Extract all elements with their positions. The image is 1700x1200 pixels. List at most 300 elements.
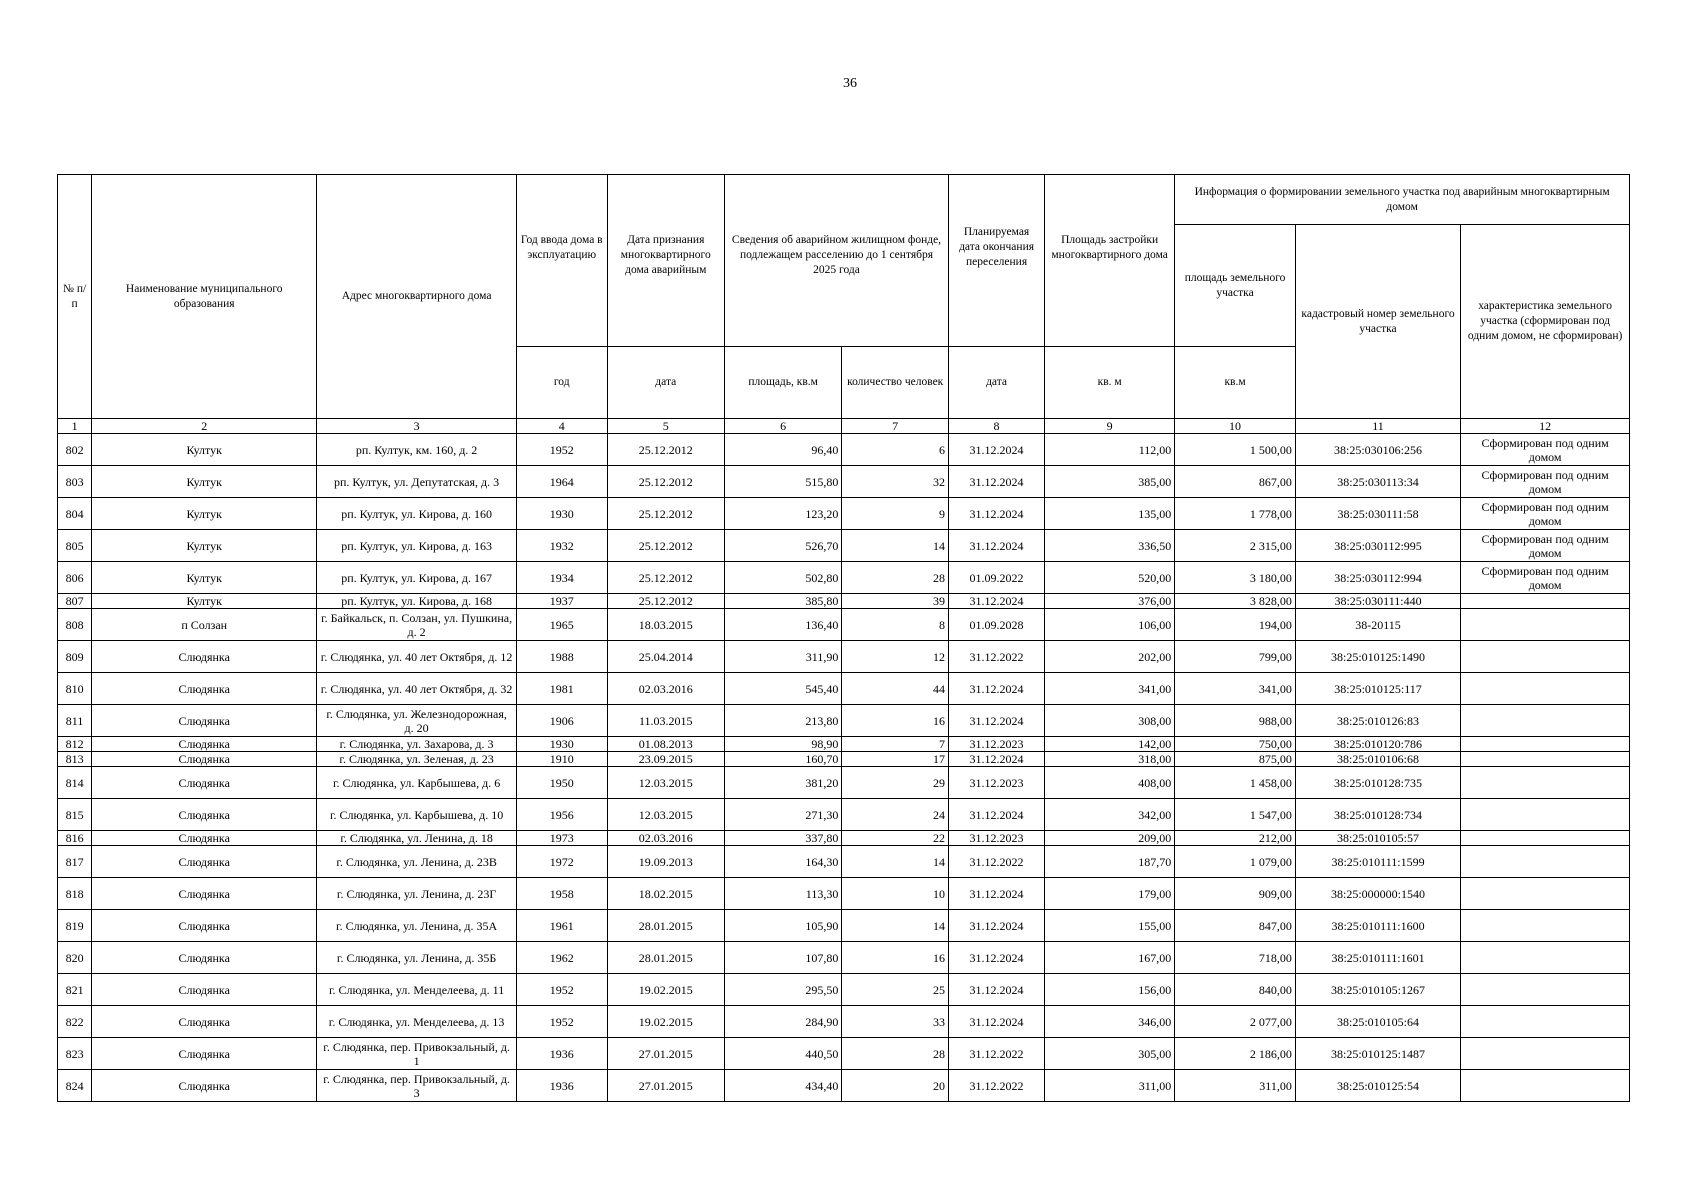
table-row <box>58 594 1630 609</box>
row-number: 803 <box>58 466 92 498</box>
built-area-cell: 346,00 <box>1045 1006 1175 1038</box>
built-area-cell: 305,00 <box>1045 1038 1175 1070</box>
column-number: 1 <box>58 419 92 434</box>
header-year: Год ввода дома в эксплуатацию <box>516 175 607 347</box>
land-area-cell: 875,00 <box>1175 752 1296 767</box>
land-area-cell: 988,00 <box>1175 705 1296 737</box>
row-number: 808 <box>58 609 92 641</box>
built-area-cell: 318,00 <box>1045 752 1175 767</box>
recognition-date-cell: 25.12.2012 <box>607 498 724 530</box>
table-row <box>58 942 1630 974</box>
year-cell: 1934 <box>516 562 607 594</box>
land-area-cell: 750,00 <box>1175 737 1296 752</box>
people-cell: 22 <box>842 831 949 846</box>
land-char-cell: Сформирован под одним домом <box>1461 466 1630 498</box>
year-cell: 1973 <box>516 831 607 846</box>
year-cell: 1965 <box>516 609 607 641</box>
header-municipality: Наименование муниципального образования <box>92 175 317 419</box>
municipality-cell: Слюдянка <box>92 974 317 1006</box>
land-char-cell <box>1461 1038 1630 1070</box>
land-char-cell <box>1461 942 1630 974</box>
table-row <box>58 641 1630 673</box>
built-area-cell: 336,50 <box>1045 530 1175 562</box>
recognition-date-cell: 25.12.2012 <box>607 562 724 594</box>
people-cell: 9 <box>842 498 949 530</box>
resettle-date-cell: 31.12.2024 <box>949 434 1045 466</box>
land-area-cell: 718,00 <box>1175 942 1296 974</box>
header-sub-kvm2: кв.м <box>1175 347 1296 419</box>
year-cell: 1937 <box>516 594 607 609</box>
people-cell: 32 <box>842 466 949 498</box>
table-row <box>58 562 1630 594</box>
address-cell: г. Байкальск, п. Солзан, ул. Пушкина, д. 2 <box>317 609 517 641</box>
area-cell: 434,40 <box>724 1070 841 1102</box>
people-cell: 20 <box>842 1070 949 1102</box>
built-area-cell: 135,00 <box>1045 498 1175 530</box>
land-char-cell <box>1461 594 1630 609</box>
table-row <box>58 673 1630 705</box>
land-area-cell: 2 077,00 <box>1175 1006 1296 1038</box>
recognition-date-cell: 23.09.2015 <box>607 752 724 767</box>
land-char-cell <box>1461 878 1630 910</box>
year-cell: 1961 <box>516 910 607 942</box>
people-cell: 24 <box>842 799 949 831</box>
address-cell: г. Слюдянка, ул. Ленина, д. 35А <box>317 910 517 942</box>
resettle-date-cell: 31.12.2022 <box>949 846 1045 878</box>
area-cell: 136,40 <box>724 609 841 641</box>
cadastral-cell: 38:25:030113:34 <box>1295 466 1460 498</box>
land-char-cell: Сформирован под одним домом <box>1461 498 1630 530</box>
land-char-cell: Сформирован под одним домом <box>1461 434 1630 466</box>
row-number: 819 <box>58 910 92 942</box>
area-cell: 123,20 <box>724 498 841 530</box>
people-cell: 28 <box>842 562 949 594</box>
municipality-cell: Слюдянка <box>92 1006 317 1038</box>
land-area-cell: 2 186,00 <box>1175 1038 1296 1070</box>
cadastral-cell: 38:25:010111:1601 <box>1295 942 1460 974</box>
cadastral-cell: 38-20115 <box>1295 609 1460 641</box>
resettle-date-cell: 31.12.2024 <box>949 799 1045 831</box>
column-number: 2 <box>92 419 317 434</box>
cadastral-cell: 38:25:010128:735 <box>1295 767 1460 799</box>
cadastral-cell: 38:25:010105:57 <box>1295 831 1460 846</box>
municipality-cell: Култук <box>92 562 317 594</box>
table-row <box>58 434 1630 466</box>
recognition-date-cell: 18.03.2015 <box>607 609 724 641</box>
resettle-date-cell: 31.12.2023 <box>949 767 1045 799</box>
land-char-cell <box>1461 974 1630 1006</box>
cadastral-cell: 38:25:030111:440 <box>1295 594 1460 609</box>
people-cell: 14 <box>842 530 949 562</box>
header-fund-info: Сведения об аварийном жилищном фонде, подлежащем расселению до 1 сентября 2025 года <box>724 175 948 347</box>
header-sub-area: площадь, кв.м <box>724 347 841 419</box>
address-cell: рп. Култук, ул. Кирова, д. 160 <box>317 498 517 530</box>
column-number: 10 <box>1175 419 1296 434</box>
recognition-date-cell: 28.01.2015 <box>607 942 724 974</box>
municipality-cell: Слюдянка <box>92 1038 317 1070</box>
land-area-cell: 909,00 <box>1175 878 1296 910</box>
built-area-cell: 209,00 <box>1045 831 1175 846</box>
year-cell: 1964 <box>516 466 607 498</box>
column-number: 9 <box>1045 419 1175 434</box>
table-row <box>58 799 1630 831</box>
built-area-cell: 341,00 <box>1045 673 1175 705</box>
area-cell: 213,80 <box>724 705 841 737</box>
people-cell: 28 <box>842 1038 949 1070</box>
area-cell: 113,30 <box>724 878 841 910</box>
table-row <box>58 1006 1630 1038</box>
cadastral-cell: 38:25:030112:995 <box>1295 530 1460 562</box>
recognition-date-cell: 01.08.2013 <box>607 737 724 752</box>
recognition-date-cell: 02.03.2016 <box>607 831 724 846</box>
land-char-cell <box>1461 767 1630 799</box>
recognition-date-cell: 19.02.2015 <box>607 974 724 1006</box>
area-cell: 515,80 <box>724 466 841 498</box>
land-area-cell: 2 315,00 <box>1175 530 1296 562</box>
recognition-date-cell: 27.01.2015 <box>607 1038 724 1070</box>
row-number: 817 <box>58 846 92 878</box>
recognition-date-cell: 25.12.2012 <box>607 530 724 562</box>
cadastral-cell: 38:25:030112:994 <box>1295 562 1460 594</box>
resettle-date-cell: 31.12.2024 <box>949 673 1045 705</box>
resettle-date-cell: 31.12.2024 <box>949 1006 1045 1038</box>
year-cell: 1962 <box>516 942 607 974</box>
row-number: 813 <box>58 752 92 767</box>
municipality-cell: Слюдянка <box>92 799 317 831</box>
built-area-cell: 156,00 <box>1045 974 1175 1006</box>
land-char-cell <box>1461 737 1630 752</box>
year-cell: 1936 <box>516 1038 607 1070</box>
year-cell: 1952 <box>516 1006 607 1038</box>
recognition-date-cell: 25.12.2012 <box>607 466 724 498</box>
area-cell: 385,80 <box>724 594 841 609</box>
built-area-cell: 179,00 <box>1045 878 1175 910</box>
address-cell: рп. Култук, ул. Депутатская, д. 3 <box>317 466 517 498</box>
header-sub-people: количество человек <box>842 347 949 419</box>
land-char-cell <box>1461 609 1630 641</box>
land-area-cell: 3 828,00 <box>1175 594 1296 609</box>
people-cell: 29 <box>842 767 949 799</box>
year-cell: 1956 <box>516 799 607 831</box>
people-cell: 14 <box>842 910 949 942</box>
resettle-date-cell: 31.12.2023 <box>949 737 1045 752</box>
column-number: 7 <box>842 419 949 434</box>
table-row <box>58 878 1630 910</box>
table-row <box>58 705 1630 737</box>
year-cell: 1932 <box>516 530 607 562</box>
cadastral-cell: 38:25:030111:58 <box>1295 498 1460 530</box>
year-cell: 1950 <box>516 767 607 799</box>
resettle-date-cell: 31.12.2022 <box>949 1070 1045 1102</box>
header-sub-date: дата <box>607 347 724 419</box>
municipality-cell: Слюдянка <box>92 942 317 974</box>
built-area-cell: 106,00 <box>1045 609 1175 641</box>
recognition-date-cell: 11.03.2015 <box>607 705 724 737</box>
recognition-date-cell: 27.01.2015 <box>607 1070 724 1102</box>
people-cell: 33 <box>842 1006 949 1038</box>
land-char-cell <box>1461 846 1630 878</box>
table-row <box>58 974 1630 1006</box>
area-cell: 311,90 <box>724 641 841 673</box>
municipality-cell: Слюдянка <box>92 767 317 799</box>
municipality-cell: Слюдянка <box>92 910 317 942</box>
column-number: 3 <box>317 419 517 434</box>
people-cell: 6 <box>842 434 949 466</box>
built-area-cell: 308,00 <box>1045 705 1175 737</box>
table-row <box>58 752 1630 767</box>
address-cell: г. Слюдянка, ул. 40 лет Октября, д. 32 <box>317 673 517 705</box>
land-area-cell: 1 079,00 <box>1175 846 1296 878</box>
recognition-date-cell: 12.03.2015 <box>607 767 724 799</box>
year-cell: 1906 <box>516 705 607 737</box>
table-row <box>58 1070 1630 1102</box>
recognition-date-cell: 18.02.2015 <box>607 878 724 910</box>
row-number: 807 <box>58 594 92 609</box>
area-cell: 440,50 <box>724 1038 841 1070</box>
header-sub-date2: дата <box>949 347 1045 419</box>
header-resettle-date: Планируемая дата окончания переселения <box>949 175 1045 347</box>
year-cell: 1972 <box>516 846 607 878</box>
column-number: 8 <box>949 419 1045 434</box>
built-area-cell: 167,00 <box>1045 942 1175 974</box>
people-cell: 7 <box>842 737 949 752</box>
address-cell: г. Слюдянка, пер. Привокзальный, д. 1 <box>317 1038 517 1070</box>
recognition-date-cell: 02.03.2016 <box>607 673 724 705</box>
year-cell: 1952 <box>516 974 607 1006</box>
area-cell: 107,80 <box>724 942 841 974</box>
header-recognition-date: Дата признания многоквартирного дома аварийным <box>607 175 724 347</box>
municipality-cell: Слюдянка <box>92 705 317 737</box>
column-number: 6 <box>724 419 841 434</box>
row-number: 814 <box>58 767 92 799</box>
table-row <box>58 609 1630 641</box>
table-row <box>58 498 1630 530</box>
header-land-area: площадь земельного участка <box>1175 225 1296 347</box>
land-char-cell <box>1461 752 1630 767</box>
people-cell: 39 <box>842 594 949 609</box>
built-area-cell: 376,00 <box>1045 594 1175 609</box>
municipality-cell: Слюдянка <box>92 878 317 910</box>
recognition-date-cell: 28.01.2015 <box>607 910 724 942</box>
year-cell: 1910 <box>516 752 607 767</box>
row-number: 818 <box>58 878 92 910</box>
area-cell: 271,30 <box>724 799 841 831</box>
column-number: 4 <box>516 419 607 434</box>
header-address: Адрес многоквартирного дома <box>317 175 517 419</box>
table-row <box>58 910 1630 942</box>
people-cell: 14 <box>842 846 949 878</box>
people-cell: 16 <box>842 942 949 974</box>
area-cell: 284,90 <box>724 1006 841 1038</box>
cadastral-cell: 38:25:010125:117 <box>1295 673 1460 705</box>
cadastral-cell: 38:25:030106:256 <box>1295 434 1460 466</box>
address-cell: рп. Култук, ул. Кирова, д. 168 <box>317 594 517 609</box>
area-cell: 526,70 <box>724 530 841 562</box>
year-cell: 1930 <box>516 737 607 752</box>
people-cell: 12 <box>842 641 949 673</box>
municipality-cell: Слюдянка <box>92 1070 317 1102</box>
table-row <box>58 737 1630 752</box>
people-cell: 25 <box>842 974 949 1006</box>
address-cell: г. Слюдянка, ул. Менделеева, д. 11 <box>317 974 517 1006</box>
municipality-cell: Слюдянка <box>92 737 317 752</box>
built-area-cell: 311,00 <box>1045 1070 1175 1102</box>
built-area-cell: 342,00 <box>1045 799 1175 831</box>
row-number: 809 <box>58 641 92 673</box>
table-row <box>58 1038 1630 1070</box>
table-row <box>58 831 1630 846</box>
resettle-date-cell: 31.12.2023 <box>949 831 1045 846</box>
land-area-cell: 311,00 <box>1175 1070 1296 1102</box>
header-sub-year: год <box>516 347 607 419</box>
row-number: 804 <box>58 498 92 530</box>
address-cell: рп. Култук, км. 160, д. 2 <box>317 434 517 466</box>
land-area-cell: 1 500,00 <box>1175 434 1296 466</box>
recognition-date-cell: 25.12.2012 <box>607 594 724 609</box>
resettle-date-cell: 31.12.2022 <box>949 1038 1045 1070</box>
land-char-cell: Сформирован под одним домом <box>1461 562 1630 594</box>
municipality-cell: Слюдянка <box>92 641 317 673</box>
row-number: 824 <box>58 1070 92 1102</box>
resettle-date-cell: 31.12.2024 <box>949 910 1045 942</box>
column-number: 11 <box>1295 419 1460 434</box>
page-number: 36 <box>843 76 857 91</box>
people-cell: 16 <box>842 705 949 737</box>
land-area-cell: 1 547,00 <box>1175 799 1296 831</box>
built-area-cell: 142,00 <box>1045 737 1175 752</box>
cadastral-cell: 38:25:010111:1600 <box>1295 910 1460 942</box>
resettle-date-cell: 31.12.2024 <box>949 530 1045 562</box>
land-char-cell <box>1461 910 1630 942</box>
built-area-cell: 520,00 <box>1045 562 1175 594</box>
cadastral-cell: 38:25:010125:1487 <box>1295 1038 1460 1070</box>
resettle-date-cell: 31.12.2024 <box>949 594 1045 609</box>
resettle-date-cell: 01.09.2022 <box>949 562 1045 594</box>
recognition-date-cell: 19.02.2015 <box>607 1006 724 1038</box>
address-cell: г. Слюдянка, ул. Карбышева, д. 10 <box>317 799 517 831</box>
address-cell: г. Слюдянка, ул. Железнодорожная, д. 20 <box>317 705 517 737</box>
land-char-cell: Сформирован под одним домом <box>1461 530 1630 562</box>
address-cell: г. Слюдянка, ул. Карбышева, д. 6 <box>317 767 517 799</box>
row-number: 806 <box>58 562 92 594</box>
year-cell: 1952 <box>516 434 607 466</box>
recognition-date-cell: 19.09.2013 <box>607 846 724 878</box>
land-area-cell: 341,00 <box>1175 673 1296 705</box>
resettle-date-cell: 01.09.2028 <box>949 609 1045 641</box>
row-number: 812 <box>58 737 92 752</box>
cadastral-cell: 38:25:010126:83 <box>1295 705 1460 737</box>
municipality-cell: Слюдянка <box>92 846 317 878</box>
land-area-cell: 867,00 <box>1175 466 1296 498</box>
address-cell: г. Слюдянка, ул. Менделеева, д. 13 <box>317 1006 517 1038</box>
area-cell: 96,40 <box>724 434 841 466</box>
row-number: 821 <box>58 974 92 1006</box>
column-number: 12 <box>1461 419 1630 434</box>
municipality-cell: Култук <box>92 594 317 609</box>
land-char-cell <box>1461 1070 1630 1102</box>
people-cell: 17 <box>842 752 949 767</box>
cadastral-cell: 38:25:010128:734 <box>1295 799 1460 831</box>
address-cell: г. Слюдянка, пер. Привокзальный, д. 3 <box>317 1070 517 1102</box>
resettle-date-cell: 31.12.2024 <box>949 498 1045 530</box>
built-area-cell: 408,00 <box>1045 767 1175 799</box>
people-cell: 44 <box>842 673 949 705</box>
year-cell: 1958 <box>516 878 607 910</box>
land-area-cell: 799,00 <box>1175 641 1296 673</box>
area-cell: 337,80 <box>724 831 841 846</box>
column-number-row <box>58 419 1630 434</box>
address-cell: г. Слюдянка, ул. Зеленая, д. 23 <box>317 752 517 767</box>
land-char-cell <box>1461 799 1630 831</box>
row-number: 816 <box>58 831 92 846</box>
table-row <box>58 530 1630 562</box>
row-number: 810 <box>58 673 92 705</box>
municipality-cell: Култук <box>92 434 317 466</box>
resettle-date-cell: 31.12.2024 <box>949 878 1045 910</box>
municipality-cell: п Солзан <box>92 609 317 641</box>
row-number: 815 <box>58 799 92 831</box>
land-area-cell: 840,00 <box>1175 974 1296 1006</box>
area-cell: 295,50 <box>724 974 841 1006</box>
municipality-cell: Култук <box>92 466 317 498</box>
cadastral-cell: 38:25:010120:786 <box>1295 737 1460 752</box>
header-cadastral: кадастровый номер земельного участка <box>1295 225 1460 419</box>
municipality-cell: Слюдянка <box>92 673 317 705</box>
land-area-cell: 847,00 <box>1175 910 1296 942</box>
area-cell: 98,90 <box>724 737 841 752</box>
area-cell: 381,20 <box>724 767 841 799</box>
address-cell: г. Слюдянка, ул. 40 лет Октября, д. 12 <box>317 641 517 673</box>
table-row <box>58 846 1630 878</box>
address-cell: рп. Култук, ул. Кирова, д. 163 <box>317 530 517 562</box>
land-area-cell: 1 458,00 <box>1175 767 1296 799</box>
land-char-cell <box>1461 673 1630 705</box>
resettle-date-cell: 31.12.2022 <box>949 641 1045 673</box>
table-body <box>58 434 1630 1102</box>
row-number: 822 <box>58 1006 92 1038</box>
built-area-cell: 155,00 <box>1045 910 1175 942</box>
resettle-date-cell: 31.12.2024 <box>949 752 1045 767</box>
table-row <box>58 466 1630 498</box>
cadastral-cell: 38:25:010105:1267 <box>1295 974 1460 1006</box>
people-cell: 10 <box>842 878 949 910</box>
land-area-cell: 3 180,00 <box>1175 562 1296 594</box>
address-cell: г. Слюдянка, ул. Ленина, д. 35Б <box>317 942 517 974</box>
cadastral-cell: 38:25:010125:1490 <box>1295 641 1460 673</box>
area-cell: 502,80 <box>724 562 841 594</box>
row-number: 820 <box>58 942 92 974</box>
address-cell: г. Слюдянка, ул. Ленина, д. 18 <box>317 831 517 846</box>
land-char-cell <box>1461 641 1630 673</box>
resettle-date-cell: 31.12.2024 <box>949 705 1045 737</box>
built-area-cell: 112,00 <box>1045 434 1175 466</box>
year-cell: 1930 <box>516 498 607 530</box>
land-area-cell: 194,00 <box>1175 609 1296 641</box>
resettle-date-cell: 31.12.2024 <box>949 974 1045 1006</box>
built-area-cell: 385,00 <box>1045 466 1175 498</box>
recognition-date-cell: 12.03.2015 <box>607 799 724 831</box>
row-number: 811 <box>58 705 92 737</box>
municipality-cell: Слюдянка <box>92 752 317 767</box>
built-area-cell: 202,00 <box>1045 641 1175 673</box>
table-row <box>58 767 1630 799</box>
resettle-date-cell: 31.12.2024 <box>949 466 1045 498</box>
year-cell: 1936 <box>516 1070 607 1102</box>
address-cell: рп. Култук, ул. Кирова, д. 167 <box>317 562 517 594</box>
municipality-cell: Слюдянка <box>92 831 317 846</box>
year-cell: 1981 <box>516 673 607 705</box>
row-number: 805 <box>58 530 92 562</box>
